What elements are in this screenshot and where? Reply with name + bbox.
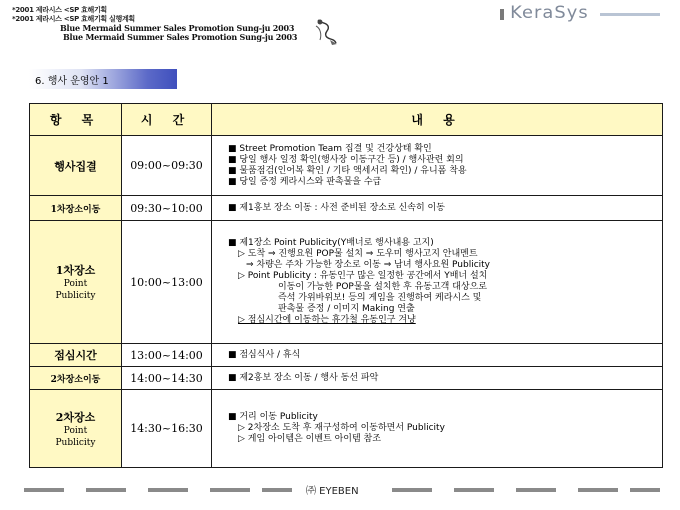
row-item: 행사집결: [30, 136, 122, 196]
footer-dash: [516, 488, 556, 492]
content-line: ▷ 점심시간에 이동하는 휴가철 유동인구 겨냥: [238, 315, 416, 325]
table-row: [30, 136, 663, 196]
content-line: ▷ Point Publicity : 유동인구 많은 일정한 공간에서 Y배너 설치: [238, 271, 488, 281]
row-time: 13:00~14:00: [122, 344, 212, 367]
brand-underline: [600, 13, 660, 16]
row-item-title: 1차장소: [55, 264, 96, 277]
footer-dash: [392, 488, 432, 492]
content-line: 판촉물 증정 / 이미지 Making 연출: [278, 304, 415, 314]
content-line: ■ 거리 이동 Publicity: [228, 412, 318, 422]
row-item-title: 2차장소: [55, 410, 96, 424]
section-title: 6. 행사 운영안 1: [35, 76, 109, 87]
content-line: ■ 물품점검(인어복 확인 / 기타 액세서리 확인) / 유니폼 착용: [228, 165, 467, 176]
footer-dash: [210, 488, 250, 492]
header-subtitle: [12, 6, 135, 24]
table-row: [30, 221, 663, 344]
row-content: [212, 136, 663, 196]
table-row: [30, 390, 663, 468]
row-item-sub: Point: [63, 279, 88, 289]
row-item: 1차장소이동: [30, 196, 122, 221]
row-item: 점심시간: [30, 344, 122, 367]
row-content: [212, 344, 663, 367]
content-line: ▷ 게임 아이템은 이벤트 아이템 참조: [238, 434, 381, 444]
footer-dash: [148, 488, 188, 492]
footer-dash: [262, 488, 292, 492]
row-time: 14:30~16:30: [122, 390, 212, 468]
row-content: [212, 390, 663, 468]
brand-logo: KeraSys: [510, 3, 589, 23]
row-item: [30, 221, 122, 344]
row-content: [212, 221, 663, 344]
row-item-sub: Point: [63, 425, 88, 436]
row-content: [212, 367, 663, 390]
header-item: 항 목: [30, 104, 122, 136]
row-item-sub: Publicity: [55, 291, 96, 301]
header-time: 시 간: [122, 104, 212, 136]
table-header-row: [30, 104, 663, 136]
content-line: ■ 제1홍보 장소 이동 : 사전 준비된 장소로 신속히 이동: [228, 202, 445, 213]
footer-dash: [578, 488, 618, 492]
content-line: ■ 제1장소 Point Publicity(Y배너로 행사내용 고지): [228, 238, 434, 248]
content-line: 즉석 가위바위보! 등의 게임을 진행하여 케라시스 및: [278, 293, 482, 303]
content-line: ⇒ 차량은 주차 가능한 장소로 이동 ⇒ 남녀 행사요원 Publicity: [246, 260, 491, 270]
content-line: ■ 당일 증정 케라시스와 판촉물을 수급: [228, 176, 382, 187]
content-line: ■ 당일 행사 일정 확인(행사장 이동구간 등) / 행사관련 회의: [228, 154, 464, 165]
content-line: ■ 제2홍보 장소 이동 / 행사 동선 파악: [228, 372, 379, 383]
row-content: [212, 196, 663, 221]
row-time: 09:00~09:30: [122, 136, 212, 196]
mermaid-logo-icon: [312, 16, 338, 46]
footer-dash: [630, 488, 660, 492]
table-row: [30, 344, 663, 367]
footer-dash: [24, 488, 64, 492]
footer-company: ㈜ EYEBEN: [306, 486, 359, 497]
header-content: 내 용: [212, 104, 663, 136]
table-row: [30, 196, 663, 221]
row-item: [30, 390, 122, 468]
content-line: ■ 점심식사 / 휴식: [228, 349, 301, 360]
header-title: Blue Mermaid Summer Sales Promotion Sung-ju 2003: [60, 23, 295, 33]
header-small-line-1: *2001 제라시스 <SP 효해기획: [12, 6, 107, 14]
section-heading: [29, 69, 177, 89]
row-time: 09:30~10:00: [122, 196, 212, 221]
brand-bar: [500, 9, 504, 20]
footer-dash: [86, 488, 126, 492]
row-item: 2차장소이동: [30, 367, 122, 390]
content-line: 이동이 가능한 POP물을 설치한 후 유동고객 대상으로: [278, 282, 487, 292]
row-item-sub: Publicity: [55, 437, 96, 448]
table-row: [30, 367, 663, 390]
footer-dash: [454, 488, 494, 492]
row-time: 14:00~14:30: [122, 367, 212, 390]
operation-plan-table: [29, 103, 663, 468]
content-line: ■ Street Promotion Team 집결 및 건강상태 확인: [228, 143, 432, 154]
header-small-line-2: *2001 제라시스 <SP 효해기획 실행계획: [12, 15, 135, 23]
row-time: 10:00~13:00: [122, 221, 212, 344]
content-line: ▷ 도착 ⇒ 진행요원 POP물 설치 ⇒ 도우미 행사고지 안내멘트: [238, 249, 478, 259]
header-title-shadow: Blue Mermaid Summer Sales Promotion Sung-ju 2003: [63, 32, 298, 42]
content-line: ▷ 2차장소 도착 후 재구성하여 이동하면서 Publicity: [238, 423, 445, 433]
